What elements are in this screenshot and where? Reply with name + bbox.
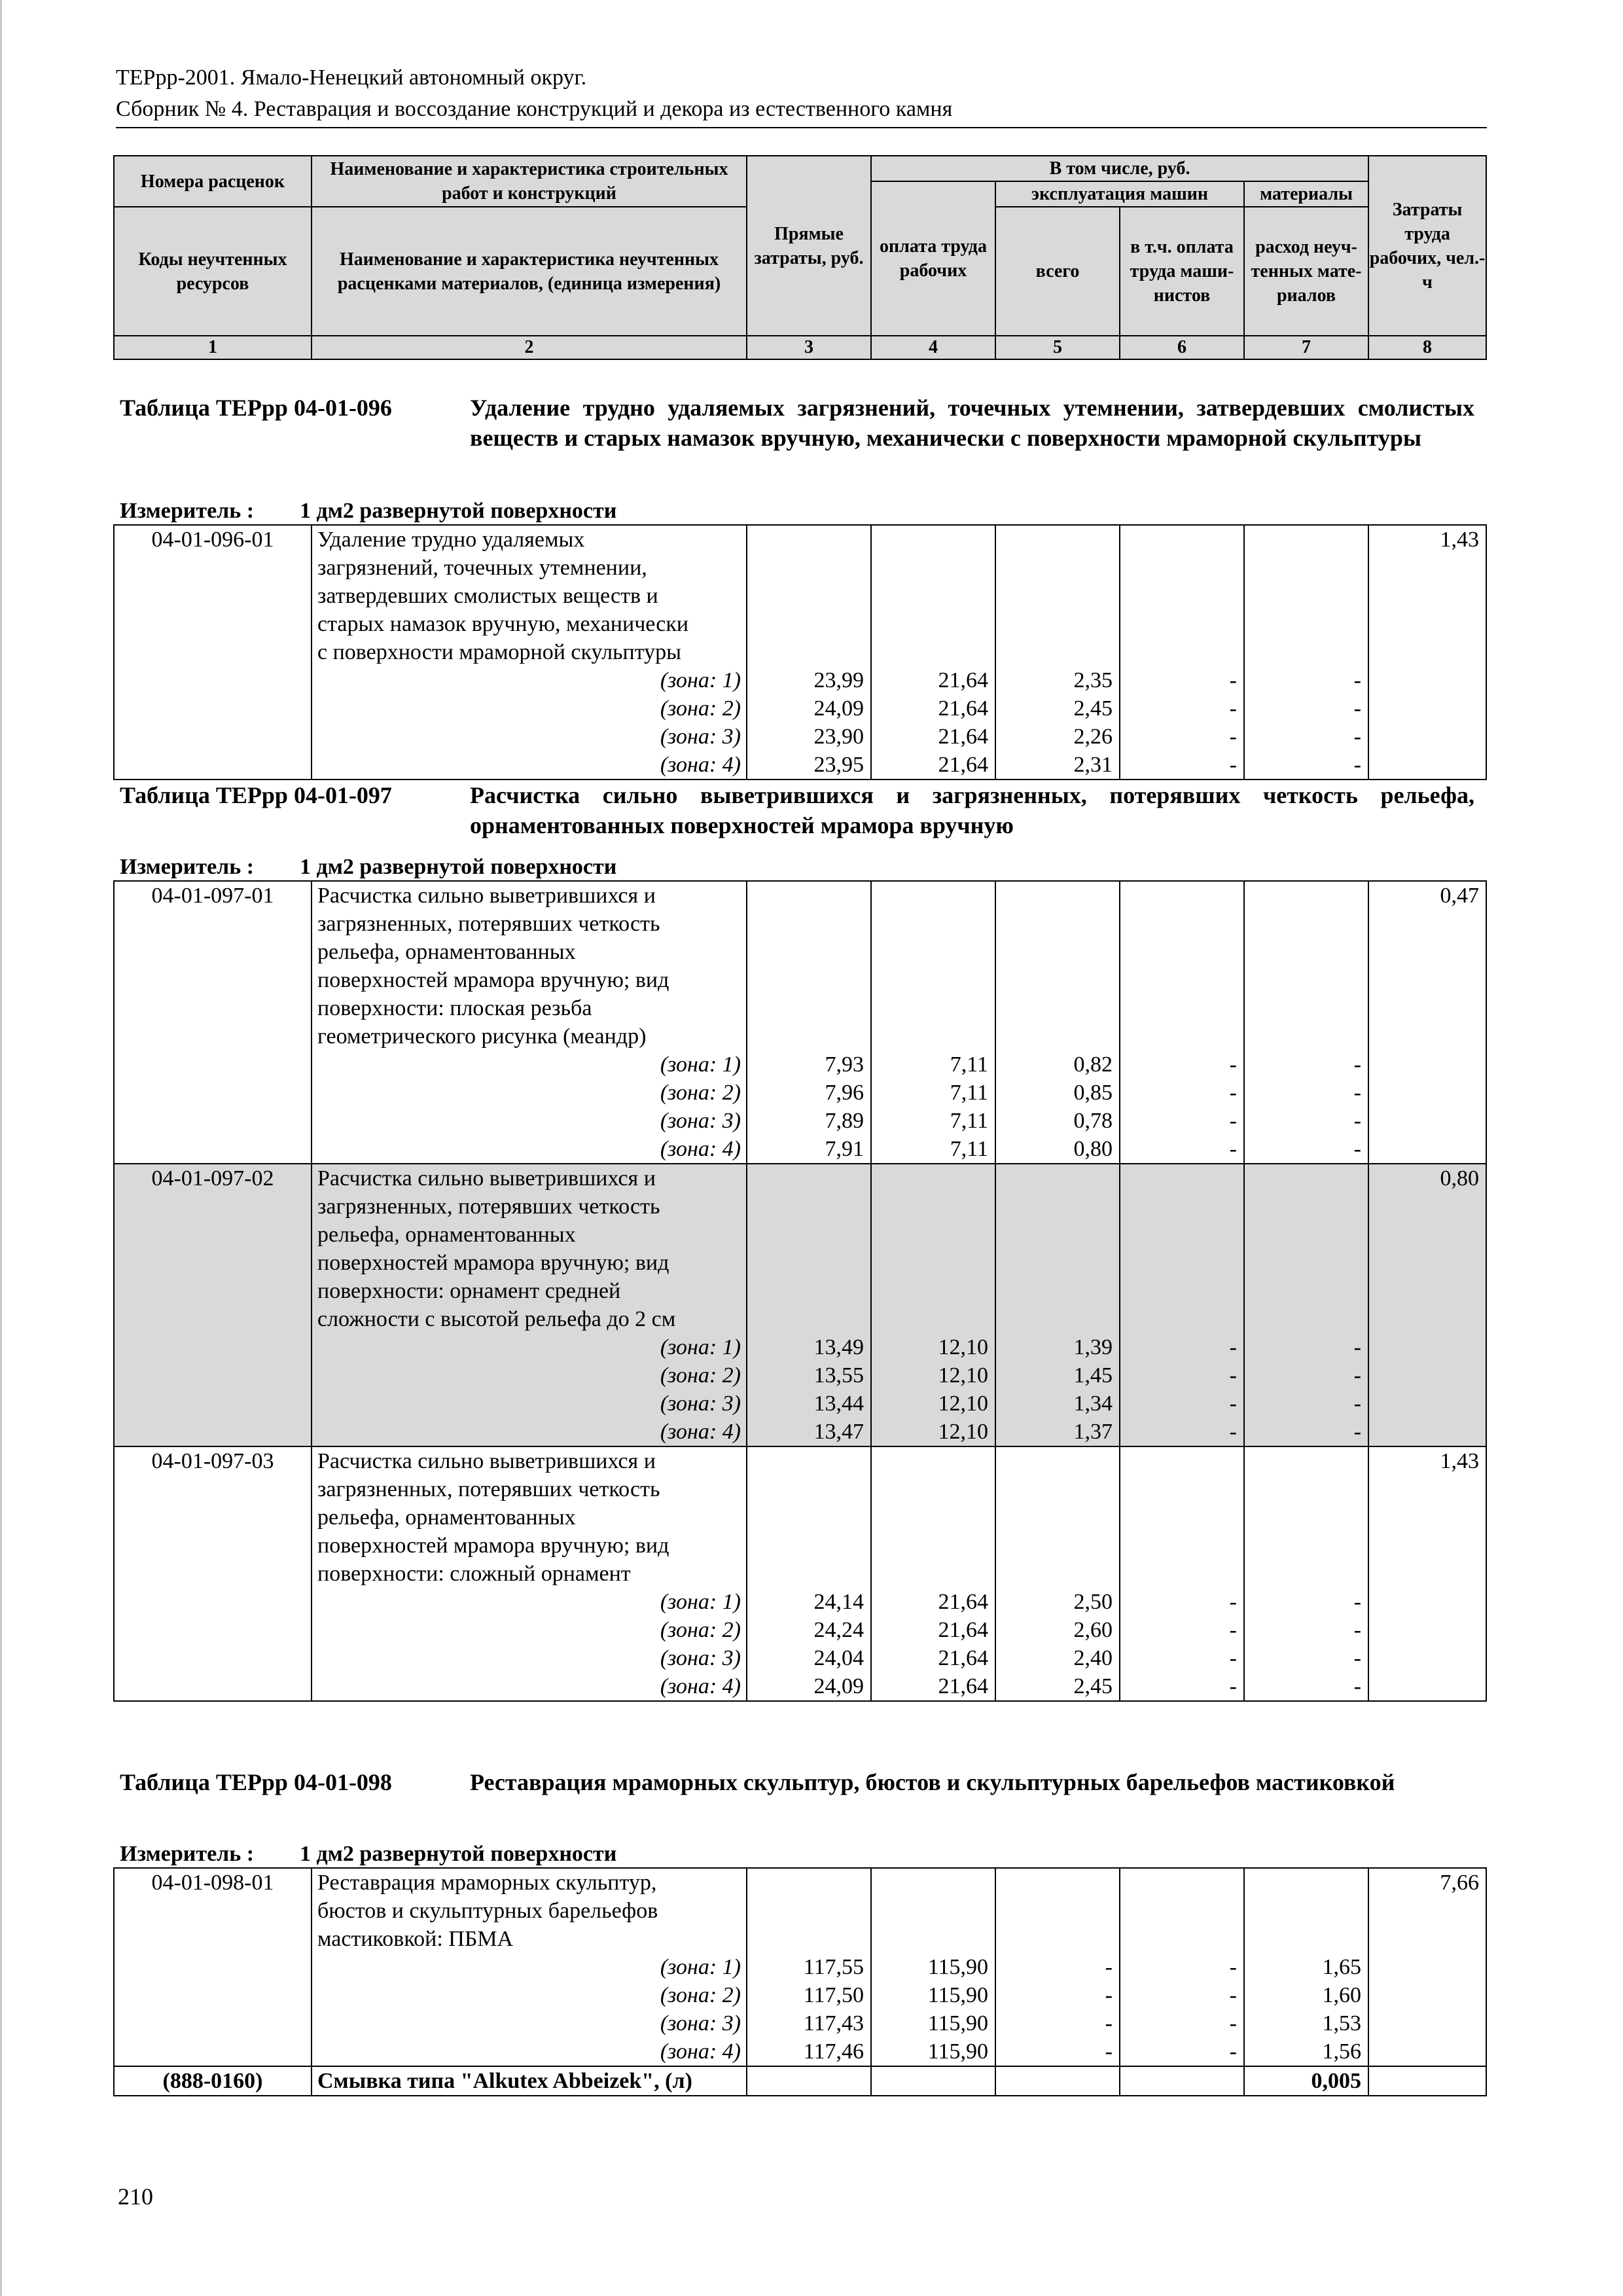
labor-costs: 0,47 — [1368, 881, 1486, 1164]
labor-costs: 1,43 — [1368, 1446, 1486, 1701]
col-number: 6 — [1120, 336, 1244, 359]
zone-value: 12,10 — [938, 1363, 988, 1388]
zone-value: 1,56 — [1322, 2039, 1361, 2064]
table-row — [114, 1164, 1486, 1446]
labor-costs: 1,43 — [1368, 525, 1486, 780]
zone-value: 24,09 — [813, 696, 864, 721]
description-line: поверхностей мрамора вручную; вид — [317, 1251, 669, 1275]
value-pay — [871, 881, 995, 1164]
zone-value: - — [1229, 1081, 1237, 1105]
description-line: сложности с высотой рельефа до 2 см — [317, 1307, 676, 1331]
page-left-edge — [0, 0, 2, 2296]
zone-label: (зона: 4) — [660, 753, 741, 777]
zone-value: 1,60 — [1322, 1983, 1361, 2007]
value-mach — [995, 1446, 1120, 1701]
rate-description — [312, 525, 747, 780]
measure-label: Измеритель : — [120, 499, 255, 523]
measure-line — [120, 854, 617, 880]
description-line: загрязненных, потерявших четкость — [317, 1477, 660, 1501]
zone-label: (зона: 3) — [660, 1646, 741, 1670]
table-title — [120, 780, 1474, 840]
description-line: загрязненных, потерявших четкость — [317, 912, 660, 936]
zone-value: 23,99 — [813, 668, 864, 692]
table-row — [114, 881, 1486, 1164]
zone-value: 0,80 — [1073, 1137, 1113, 1161]
hdr-including: В том числе, руб. — [871, 156, 1368, 181]
hdr-materials: материалы — [1244, 181, 1368, 207]
zone-value: 0,85 — [1073, 1081, 1113, 1105]
measure-unit: 1 дм2 развернутой поверхности — [300, 855, 617, 879]
col-number: 1 — [114, 336, 312, 359]
value-direct — [747, 1446, 871, 1701]
hdr-work-name: Наименование и характеристика строительных работ и конструкций — [312, 156, 747, 207]
zone-value: - — [1229, 2039, 1237, 2064]
description-line: рельефа, орнаментованных — [317, 940, 576, 964]
zone-value: 7,11 — [950, 1081, 988, 1105]
description-line: с поверхности мраморной скульптуры — [317, 640, 681, 664]
zone-label: (зона: 2) — [660, 1618, 741, 1642]
zone-value: 21,64 — [938, 753, 988, 777]
zone-value: 24,04 — [813, 1646, 864, 1670]
empty-cell — [747, 2066, 871, 2096]
value-mach-pay — [1120, 1446, 1244, 1701]
zone-value: 115,90 — [927, 2039, 988, 2064]
zone-value: - — [1229, 668, 1237, 692]
page-number: 210 — [118, 2183, 153, 2210]
description-line: поверхности: плоская резьба — [317, 996, 592, 1020]
zone-value: - — [1229, 1618, 1237, 1642]
description-line: мастиковкой: ПБМА — [317, 1927, 514, 1951]
zone-value: 13,49 — [813, 1335, 864, 1359]
zone-value: - — [1229, 1420, 1237, 1444]
value-mach — [995, 881, 1120, 1164]
zone-value: 7,11 — [950, 1052, 988, 1077]
col-number: 8 — [1368, 336, 1486, 359]
zone-value: 2,35 — [1073, 668, 1113, 692]
hdr-machines: эксплуатация машин — [995, 181, 1244, 207]
description-line: загрязненных, потерявших четкость — [317, 1194, 660, 1219]
zone-value: - — [1229, 1052, 1237, 1077]
zone-value: - — [1353, 1674, 1361, 1698]
zone-label: (зона: 4) — [660, 1137, 741, 1161]
zone-value: 1,45 — [1073, 1363, 1113, 1388]
zone-value: - — [1229, 1335, 1237, 1359]
rate-code: 04-01-097-02 — [114, 1164, 312, 1446]
description-line: геометрического рисунка (меандр) — [317, 1024, 647, 1049]
zone-label: (зона: 1) — [660, 668, 741, 692]
zone-value: - — [1105, 2039, 1113, 2064]
measure-label: Измеритель : — [120, 1842, 255, 1866]
description-line: поверхности: сложный орнамент — [317, 1562, 631, 1586]
value-mat — [1244, 1164, 1368, 1446]
col-number: 7 — [1244, 336, 1368, 359]
zone-value: - — [1229, 2011, 1237, 2036]
value-pay — [871, 1868, 995, 2066]
rate-table — [113, 524, 1487, 780]
description-line: Расчистка сильно выветрившихся и — [317, 1449, 656, 1473]
rate-description — [312, 1868, 747, 2066]
table-title-text: Удаление трудно удаляемых загрязнений, точечных утемнении, затвердевших смолистых веществ и старых намазок вручную, механически с поверхности мраморной скульптуры — [470, 395, 1474, 451]
zone-value: 21,64 — [938, 1590, 988, 1614]
labor-costs: 7,66 — [1368, 1868, 1486, 2066]
zone-value: - — [1229, 1646, 1237, 1670]
zone-label: (зона: 2) — [660, 1081, 741, 1105]
zone-label: (зона: 4) — [660, 1674, 741, 1698]
empty-cell — [1120, 2066, 1244, 2096]
rate-code: 04-01-098-01 — [114, 1868, 312, 2066]
rate-code: 04-01-097-03 — [114, 1446, 312, 1701]
zone-value: - — [1229, 753, 1237, 777]
zone-label: (зона: 3) — [660, 2011, 741, 2036]
zone-value: - — [1353, 1081, 1361, 1105]
rate-code: 04-01-097-01 — [114, 881, 312, 1164]
zone-value: - — [1229, 1983, 1237, 2007]
table-title-text: Расчистка сильно выветрившихся и загрязненных, потерявших четкость рельефа, орнаментованных поверхностей мрамора вручную — [470, 782, 1474, 838]
zone-value: 2,45 — [1073, 696, 1113, 721]
zone-value: 1,39 — [1073, 1335, 1113, 1359]
zone-label: (зона: 1) — [660, 1955, 741, 1979]
zone-value: - — [1105, 1955, 1113, 1979]
zone-value: - — [1229, 1363, 1237, 1388]
description-line: рельефа, орнаментованных — [317, 1505, 576, 1530]
zone-value: 24,24 — [813, 1618, 864, 1642]
zone-value: 117,43 — [803, 2011, 864, 2036]
zone-value: 24,14 — [813, 1590, 864, 1614]
zone-value: 117,46 — [803, 2039, 864, 2064]
zone-value: 2,60 — [1073, 1618, 1113, 1642]
value-mach-pay — [1120, 525, 1244, 780]
rate-code: 04-01-096-01 — [114, 525, 312, 780]
zone-value: 13,47 — [813, 1420, 864, 1444]
value-direct — [747, 1868, 871, 2066]
zone-value: 1,65 — [1322, 1955, 1361, 1979]
value-mach — [995, 1164, 1120, 1446]
zone-value: - — [1353, 1420, 1361, 1444]
hdr-rates-no: Номера расценок — [114, 156, 312, 207]
zone-label: (зона: 3) — [660, 1109, 741, 1133]
table-label: Таблица ТЕРрр 04-01-097 — [120, 782, 392, 808]
zone-value: 21,64 — [938, 696, 988, 721]
hdr-total: всего — [995, 207, 1120, 336]
value-pay — [871, 1446, 995, 1701]
description-line: поверхностей мрамора вручную; вид — [317, 1534, 669, 1558]
hdr-incl-machinists: в т.ч. оплата труда маши-нистов — [1120, 207, 1244, 336]
zone-label: (зона: 4) — [660, 2039, 741, 2064]
description-line: бюстов и скульптурных барельефов — [317, 1899, 658, 1923]
measure-unit: 1 дм2 развернутой поверхности — [300, 1842, 617, 1866]
hdr-direct-costs: Прямые затраты, руб. — [747, 156, 871, 336]
zone-value: - — [1229, 696, 1237, 721]
value-mach-pay — [1120, 881, 1244, 1164]
resource-code: (888-0160) — [114, 2066, 312, 2096]
zone-value: - — [1229, 1590, 1237, 1614]
zone-value: - — [1353, 1618, 1361, 1642]
zone-value: 24,09 — [813, 1674, 864, 1698]
zone-value: 21,64 — [938, 668, 988, 692]
zone-value: 2,50 — [1073, 1590, 1113, 1614]
value-direct — [747, 1164, 871, 1446]
zone-value: - — [1353, 753, 1361, 777]
zone-value: 21,64 — [938, 1646, 988, 1670]
zone-label: (зона: 4) — [660, 1420, 741, 1444]
description-line: старых намазок вручную, механически — [317, 612, 689, 636]
zone-label: (зона: 1) — [660, 1590, 741, 1614]
hdr-labor-pay: оплата труда рабочих — [871, 181, 995, 336]
value-mat — [1244, 881, 1368, 1164]
zone-value: 12,10 — [938, 1391, 988, 1416]
measure-line — [120, 498, 617, 524]
value-mach-pay — [1120, 1164, 1244, 1446]
value-mat — [1244, 525, 1368, 780]
col-number: 2 — [312, 336, 747, 359]
col-number: 5 — [995, 336, 1120, 359]
zone-label: (зона: 1) — [660, 1335, 741, 1359]
zone-value: 12,10 — [938, 1335, 988, 1359]
zone-value: 117,55 — [803, 1955, 864, 1979]
empty-cell — [871, 2066, 995, 2096]
column-header-table — [113, 155, 1487, 360]
value-mat — [1244, 1868, 1368, 2066]
hdr-mat-name: Наименование и характеристика неучтенных расценками материалов, (единица измерения) — [312, 207, 747, 336]
zone-value: - — [1353, 1391, 1361, 1416]
labor-costs: 0,80 — [1368, 1164, 1486, 1446]
hdr-res-codes: Коды неучтенных ресурсов — [114, 207, 312, 336]
zone-label: (зона: 3) — [660, 725, 741, 749]
zone-value: 0,78 — [1073, 1109, 1113, 1133]
zone-value: 21,64 — [938, 725, 988, 749]
zone-label: (зона: 2) — [660, 696, 741, 721]
zone-value: 12,10 — [938, 1420, 988, 1444]
measure-line — [120, 1841, 617, 1867]
zone-value: - — [1353, 1363, 1361, 1388]
zone-label: (зона: 3) — [660, 1391, 741, 1416]
zone-value: - — [1353, 1646, 1361, 1670]
zone-value: 2,26 — [1073, 725, 1113, 749]
zone-value: 21,64 — [938, 1618, 988, 1642]
table-row — [114, 1868, 1486, 2066]
zone-value: 2,40 — [1073, 1646, 1113, 1670]
zone-label: (зона: 2) — [660, 1363, 741, 1388]
value-pay — [871, 1164, 995, 1446]
zone-value: - — [1229, 1109, 1237, 1133]
rate-description — [312, 881, 747, 1164]
table-label: Таблица ТЕРрр 04-01-096 — [120, 395, 392, 421]
zone-value: 13,55 — [813, 1363, 864, 1388]
description-line: Удаление трудно удаляемых — [317, 528, 585, 552]
zone-value: - — [1229, 1391, 1237, 1416]
description-line: Расчистка сильно выветрившихся и — [317, 1166, 656, 1191]
value-mat — [1244, 1446, 1368, 1701]
rate-description — [312, 1164, 747, 1446]
rate-table — [113, 880, 1487, 1702]
table-title — [120, 1767, 1474, 1797]
empty-cell — [1368, 2066, 1486, 2096]
header-line-2: Сборник № 4. Реставрация и воссоздание конструкций и декора из естественного камня — [116, 97, 953, 121]
rate-description — [312, 1446, 747, 1701]
zone-value: - — [1353, 696, 1361, 721]
zone-value: - — [1353, 1052, 1361, 1077]
table-row — [114, 525, 1486, 780]
col-number: 3 — [747, 336, 871, 359]
zone-value: 21,64 — [938, 1674, 988, 1698]
measure-unit: 1 дм2 развернутой поверхности — [300, 499, 617, 523]
zone-value: 2,45 — [1073, 1674, 1113, 1698]
value-pay — [871, 525, 995, 780]
description-line: поверхности: орнамент средней — [317, 1279, 621, 1303]
zone-value: 115,90 — [927, 2011, 988, 2036]
zone-value: - — [1105, 1983, 1113, 2007]
zone-value: 115,90 — [927, 1955, 988, 1979]
description-line: поверхностей мрамора вручную; вид — [317, 968, 669, 992]
table-label: Таблица ТЕРрр 04-01-098 — [120, 1769, 392, 1795]
description-line: Реставрация мраморных скульптур, — [317, 1871, 657, 1895]
zone-value: - — [1353, 1335, 1361, 1359]
table-row — [114, 1446, 1486, 1701]
zone-value: 7,96 — [825, 1081, 864, 1105]
empty-cell — [995, 2066, 1120, 2096]
measure-label: Измеритель : — [120, 855, 255, 879]
header-rule — [116, 127, 1487, 128]
hdr-labor-costs: Затраты труда рабочих, чел.-ч — [1368, 156, 1486, 336]
zone-value: 13,44 — [813, 1391, 864, 1416]
zone-value: - — [1353, 725, 1361, 749]
zone-value: 7,89 — [825, 1109, 864, 1133]
value-mach-pay — [1120, 1868, 1244, 2066]
col-number: 4 — [871, 336, 995, 359]
value-direct — [747, 525, 871, 780]
zone-value: - — [1229, 1955, 1237, 1979]
zone-label: (зона: 2) — [660, 1983, 741, 2007]
zone-value: - — [1229, 725, 1237, 749]
description-line: затвердевших смолистых веществ и — [317, 584, 658, 608]
zone-value: 117,50 — [803, 1983, 864, 2007]
table-title — [120, 393, 1474, 453]
resource-row — [114, 2066, 1486, 2096]
resource-qty: 0,005 — [1244, 2066, 1368, 2096]
zone-value: 2,31 — [1073, 753, 1113, 777]
zone-value: 7,93 — [825, 1052, 864, 1077]
value-mach — [995, 1868, 1120, 2066]
value-direct — [747, 881, 871, 1164]
description-line: рельефа, орнаментованных — [317, 1223, 576, 1247]
zone-value: 1,37 — [1073, 1420, 1113, 1444]
description-line: Расчистка сильно выветрившихся и — [317, 884, 656, 908]
zone-label: (зона: 1) — [660, 1052, 741, 1077]
zone-value: 0,82 — [1073, 1052, 1113, 1077]
resource-name: Смывка типа "Alkutex Abbeizek", (л) — [312, 2066, 747, 2096]
zone-value: - — [1229, 1674, 1237, 1698]
zone-value: - — [1353, 668, 1361, 692]
zone-value: - — [1353, 1590, 1361, 1614]
zone-value: - — [1229, 1137, 1237, 1161]
zone-value: 115,90 — [927, 1983, 988, 2007]
zone-value: 1,53 — [1322, 2011, 1361, 2036]
header-line-1: ТЕРрр-2001. Ямало-Ненецкий автономный округ. — [116, 65, 587, 90]
value-mach — [995, 525, 1120, 780]
zone-value: 23,95 — [813, 753, 864, 777]
zone-value: 7,11 — [950, 1109, 988, 1133]
zone-value: - — [1105, 2011, 1113, 2036]
zone-value: - — [1353, 1137, 1361, 1161]
zone-value: - — [1353, 1109, 1361, 1133]
hdr-materials-sub: расход неуч-тенных мате-риалов — [1244, 207, 1368, 336]
zone-value: 23,90 — [813, 725, 864, 749]
zone-value: 7,11 — [950, 1137, 988, 1161]
table-title-text: Реставрация мраморных скульптур, бюстов и скульптурных барельефов мастиковкой — [470, 1769, 1395, 1795]
zone-value: 1,34 — [1073, 1391, 1113, 1416]
description-line: загрязнений, точечных утемнении, — [317, 556, 647, 580]
zone-value: 7,91 — [825, 1137, 864, 1161]
rate-table — [113, 1867, 1487, 2096]
